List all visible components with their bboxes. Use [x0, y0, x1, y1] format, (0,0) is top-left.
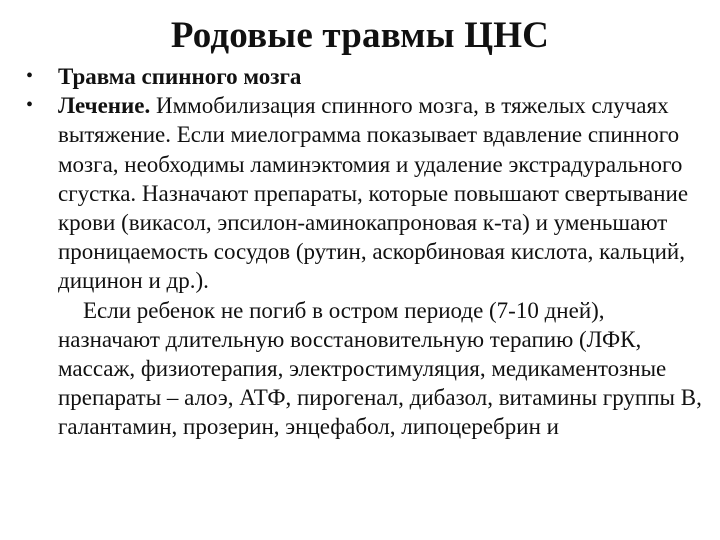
bullet-list [22, 62, 712, 442]
bullet-icon: • [26, 65, 34, 87]
slide-title: Родовые травмы ЦНС [170, 15, 550, 56]
bullet-icon: • [26, 94, 34, 117]
bullet-item-spinal-injury [22, 62, 712, 91]
treatment-continuation: Если ребенок не погиб в остром периоде (7-10 дней), назначают длительную восстановительную терапию (ЛФК, массаж, физиотерапия, электростимуляция, медикаментозные препараты – алоэ, АТФ, пирогенал, дибазол, витамины группы В, галантамин, прозерин, энцефабол, липоцеребрин и [58, 297, 702, 440]
treatment-text: Иммобилизация спинного мозга, в тяжелых случаях вытяжение. Если миелограмма показывает вдавление спинного мозга, необходимы ламинэктомия и удаление экстрадурального сгустка. Назначают препараты, которые повышают свертывание крови (викасол, эпсилон-аминокапроновая к-та) и уменьшают проницаемость сосудов (рутин, аскорбиновая кислота, кальций, дицинон и др.). [58, 93, 689, 294]
treatment-label: Лечение. [58, 93, 151, 119]
bullet-heading: Травма спинного мозга [58, 64, 302, 89]
bullet-item-treatment [22, 91, 712, 441]
